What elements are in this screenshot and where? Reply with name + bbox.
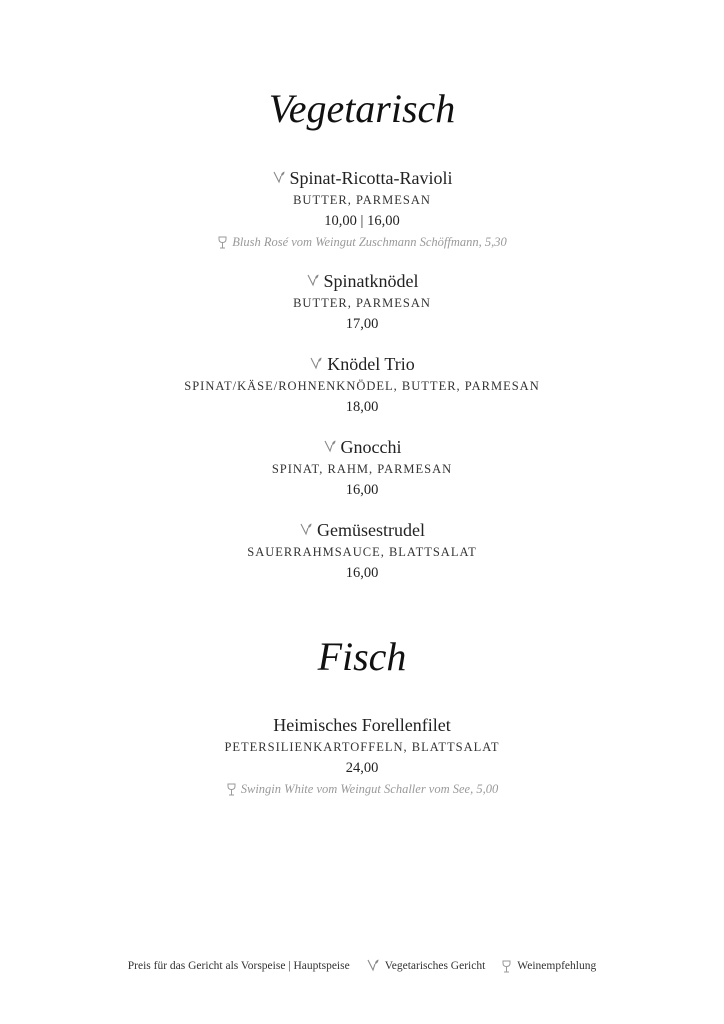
veg-leaf-icon (299, 522, 313, 536)
section-title-vegetarisch: Vegetarisch (268, 86, 456, 131)
wine-glass-icon (217, 236, 228, 249)
veg-leaf-icon (366, 958, 380, 972)
dish-price: 17,00 (345, 316, 379, 332)
dish-description: SPINAT/KÄSE/ROHNENKNÖDEL, BUTTER, PARMESAN (184, 379, 540, 393)
dish-price: 16,00 (345, 482, 379, 498)
dish-name: Gemüsestrudel (317, 520, 425, 540)
footer-wine-legend: Weinempfehlung (517, 960, 597, 972)
veg-leaf-icon (306, 273, 320, 287)
dish-name: Spinat-Ricotta-Ravioli (289, 168, 453, 188)
section-title-fisch: Fisch (317, 634, 407, 679)
dish-description: SPINAT, RAHM, PARMESAN (271, 462, 453, 476)
dish-description: BUTTER, PARMESAN (293, 296, 431, 310)
veg-leaf-icon (272, 170, 286, 184)
dish-price: 16,00 (345, 565, 379, 581)
dish-spinat-ricotta-ravioli (0, 167, 724, 252)
wine-recommendation (0, 232, 724, 252)
footer-veg-legend: Vegetarisches Gericht (384, 960, 486, 972)
dish-price: 24,00 (345, 760, 379, 776)
wine-text: Swingin White vom Weingut Schaller vom See, 5,00 (240, 782, 499, 796)
dish-gnocchi (0, 436, 724, 500)
dish-spinatknoedel (0, 270, 724, 334)
dish-name: Heimisches Forellenfilet (273, 715, 451, 735)
dish-name: Gnocchi (340, 437, 402, 457)
dish-name: Spinatknödel (323, 271, 419, 291)
veg-leaf-icon (309, 356, 323, 370)
dish-description: PETERSILIENKARTOFFELN, BLATTSALAT (224, 740, 500, 754)
wine-text: Blush Rosé vom Weingut Zuschmann Schöffmann, 5,30 (232, 235, 507, 249)
dish-gemuesestrudel (0, 519, 724, 583)
dish-description: BUTTER, PARMESAN (293, 193, 431, 207)
wine-recommendation (0, 779, 724, 799)
dish-description: SAUERRAHMSAUCE, BLATTSALAT (247, 545, 477, 559)
veg-leaf-icon (323, 439, 337, 453)
wine-glass-icon (226, 783, 237, 796)
dish-name: Knödel Trio (327, 354, 415, 374)
dish-price: 18,00 (345, 399, 379, 415)
wine-glass-icon (501, 960, 512, 973)
dish-knoedel-trio (0, 353, 724, 417)
footer-price-note: Preis für das Gericht als Vorspeise | Hauptspeise (127, 960, 350, 972)
footer-legend (0, 957, 724, 975)
dish-price: 10,00 | 16,00 (324, 213, 400, 229)
dish-heimisches-forellenfilet (0, 714, 724, 799)
